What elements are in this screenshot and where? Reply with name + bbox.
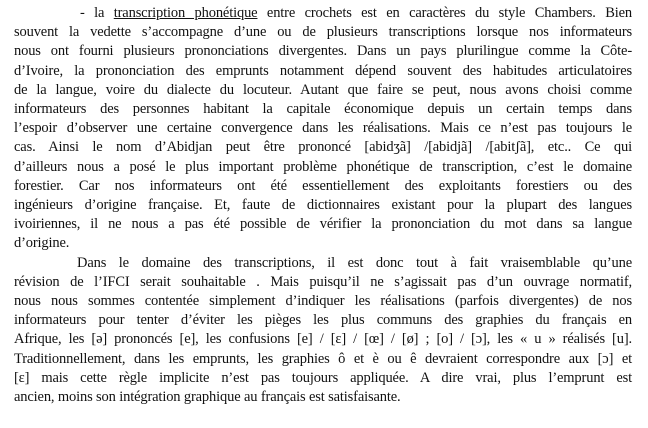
text-line: d’ailleurs nous a posé le plus important problème phonétique de transcription, c’est le domaine — [14, 158, 632, 175]
text-line: souvent la vedette s’accompagne d’une ou de plusieurs transcriptions lorsque nos informateurs — [14, 24, 632, 41]
text-line: ingénieurs d’origine française. Et, faute de dictionnaires existant pour la plupart des langues — [14, 197, 632, 213]
text-line: informateurs des personnes habitant la capitale économique depuis un certain temps dans — [14, 101, 632, 117]
text-line: ivoiriennes, il ne nous a pas été possible de vérifier la prononciation du mot dans sa langue — [14, 216, 632, 233]
text-line: informateurs pour tenter d’éviter les pièges les plus communs des graphies du français en — [14, 312, 632, 329]
text-line: de la langue, voire du dialecte du locuteur. Autant que faire se peut, nous avons choisi comme — [14, 81, 632, 98]
text-line: d’origine. — [14, 235, 70, 252]
text-line: nous ont fourni plusieurs prononciations divergentes. Dans un pays plurilingue comme la Côte- — [14, 43, 632, 60]
text-line: révision de l’IFCI serait souhaitable . Mais puisqu’il ne s’agissait pas d’un ouvrage normatif, — [14, 273, 632, 290]
text-line: Traditionnellement, dans les emprunts, les graphies ô et è ou ê devraient correspondre aux [ɔ] et — [14, 350, 632, 367]
text-line: Afrique, les [ə] prononcés [e], les confusions [e] / [ɛ] / [œ] / [ø] ; [o] / [ɔ], les « u » réalisés [u]. — [14, 331, 632, 348]
text-line: Dans le domaine des transcriptions, il est donc tout à fait vraisemblable qu’une — [77, 254, 632, 271]
text-line — [80, 4, 632, 23]
underlined-term: transcription phonétique — [113, 5, 258, 21]
text-line: forestier. Car nos informateurs ont été essentiellement des exploitants forestiers ou des — [14, 177, 632, 194]
text-line: ancien, moins son intégration graphique au français est satisfaisante. — [14, 389, 401, 405]
text-line: l’espoir d’observer une certaine convergence dans les réalisations. Mais ce n’est pas toujours le — [14, 120, 632, 137]
text-line: d’Ivoire, la prononciation des emprunts notamment dépend souvent des habitudes articulatoires — [14, 62, 632, 79]
text-fragment: entre crochets est en caractères du style Chambers. Bien — [257, 5, 632, 21]
text-line: [ɛ] mais cette règle implicite n’est pas toujours appliquée. A dire vrai, plus l’emprunt est — [14, 369, 632, 386]
text-fragment: - la — [80, 5, 114, 21]
text-line: cas. Ainsi le nom d’Abidjan peut être prononcé [abidʒã] /[abidjã] /[abitʃã], etc.. Ce qui — [14, 139, 632, 156]
text-line: nous nous sommes contentée simplement d’indiquer les réalisations (parfois divergentes) de nos — [14, 293, 632, 309]
